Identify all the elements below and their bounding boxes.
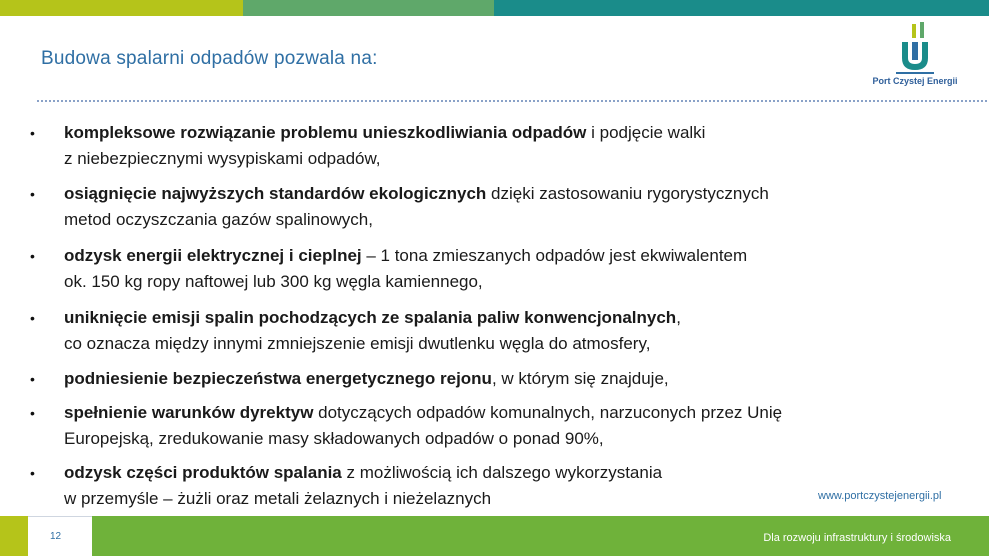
bullet-text: dotyczących odpadów komunalnych, narzuconych przez Unię: [313, 403, 783, 422]
bullet-text-line2: Europejską, zredukowanie masy składowanych odpadów o ponad 90%,: [64, 429, 604, 448]
bullet-text: z możliwością ich dalszego wykorzystania: [341, 463, 663, 482]
logo-text: Port Czystej Energii: [872, 76, 958, 86]
title-divider: [37, 100, 987, 102]
footer-lime-block: [0, 516, 28, 556]
bullet-bold-text: osiągnięcie najwyższych standardów ekologicznych: [64, 184, 487, 203]
bullet-text: – 1 tona zmieszanych odpadów jest ekwiwalentem: [361, 246, 748, 265]
footer-bar: [0, 516, 989, 556]
bullet-text-line2: z niebezpiecznymi wysypiskami odpadów,: [64, 149, 381, 168]
top-color-bar: [0, 0, 989, 16]
bullet-text-line2: metod oczyszczania gazów spalinowych,: [64, 210, 373, 229]
bullet-dot: •: [30, 405, 35, 421]
footer-green-block: [92, 516, 989, 556]
website-link[interactable]: www.portczystejenergii.pl: [818, 490, 942, 502]
bullet-text: ,: [676, 308, 681, 327]
page-number: 12: [50, 531, 62, 542]
bullet-bold-text: odzysk części produktów spalania: [64, 463, 342, 482]
top-bar-lime-segment: [0, 0, 243, 16]
bullet-bold-text: spełnienie warunków dyrektyw: [64, 403, 314, 422]
bullet-bold-text: kompleksowe rozwiązanie problemu unieszkodliwiania odpadów: [64, 123, 587, 142]
bullet-dot: •: [30, 248, 35, 264]
bullet-text-line2: w przemyśle – żużli oraz metali żelaznych i nieżelaznych: [64, 489, 492, 508]
bullet-bold-text: odzysk energii elektrycznej i cieplnej: [64, 246, 362, 265]
bullet-text: dzięki zastosowaniu rygorystycznych: [486, 184, 769, 203]
top-bar-green-segment: [243, 0, 494, 16]
bullet-text-line2: ok. 150 kg ropy naftowej lub 300 kg węgla kamiennego,: [64, 272, 483, 291]
page-number-box: [28, 516, 92, 557]
bullet-text: i podjęcie walki: [586, 123, 706, 142]
top-bar-teal-segment: [494, 0, 989, 16]
bullet-dot: •: [30, 186, 35, 202]
bullet-dot: •: [30, 125, 35, 141]
bullet-dot: •: [30, 465, 35, 481]
bullet-text: , w którym się znajduje,: [491, 369, 669, 388]
footer-slogan: Dla rozwoju infrastruktury i środowiska: [763, 532, 951, 544]
bullet-dot: •: [30, 371, 35, 387]
bullet-text-line2: co oznacza między innymi zmniejszenie emisji dwutlenku węgla do atmosfery,: [64, 334, 651, 353]
slide-title: Budowa spalarni odpadów pozwala na:: [41, 48, 378, 69]
bullet-bold-text: uniknięcie emisji spalin pochodzących ze spalania paliw konwencjonalnych: [64, 308, 677, 327]
bullet-bold-text: podniesienie bezpieczeństwa energetycznego rejonu: [64, 369, 492, 388]
bullet-dot: •: [30, 310, 35, 326]
